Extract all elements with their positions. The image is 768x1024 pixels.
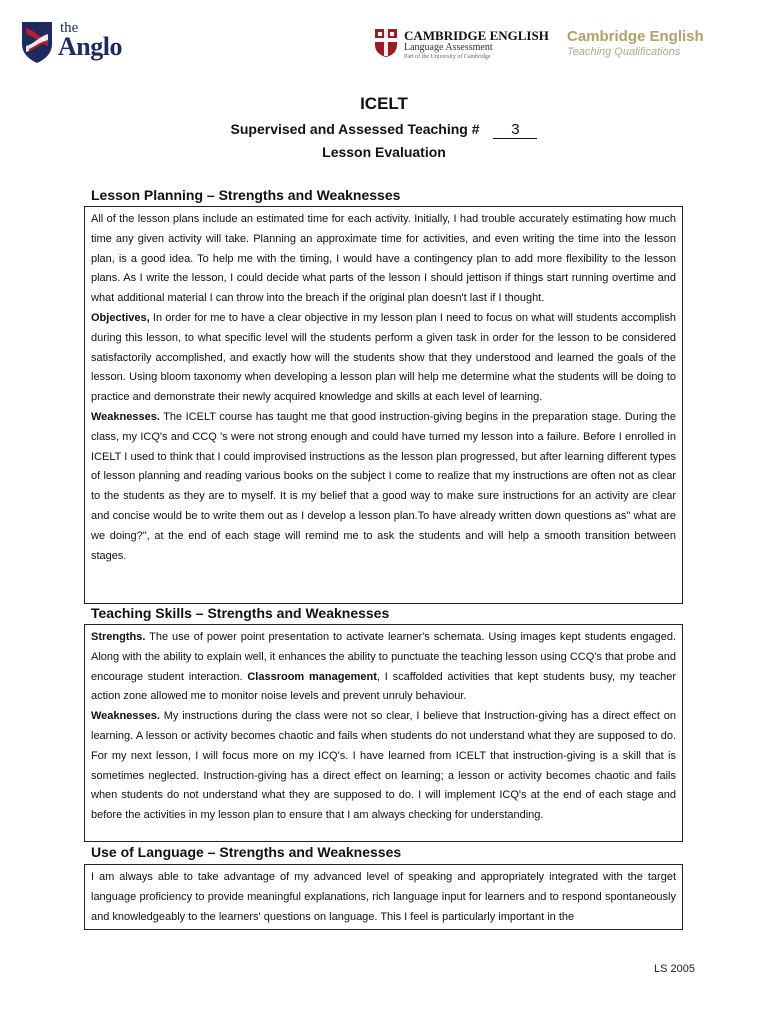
paragraph-text: The ICELT course has taught me that good instruction-giving begins in the preparation stage. During the class, my ICQ's and CCQ 's were not strong enough and could have turned my lesson into a failure. Before I enrolled in ICELT I used to think that I could improvised instructions as the lesson plan progressed, but after learning different types of lesson planning and reading various books on the subject I come to realize that my instructions are often not as clear to the students as they are to myself. It is my belief that a good way to make sure instructions for an activity are clear and concise would be to write them out as I develop a lesson plan.To have already written down questions as" what are we doing?", at the end of each stage will remind me to ask the students and will help a smooth transition between stages. <box>91 410 676 562</box>
section-paragraph <box>91 628 676 707</box>
anglo-logo-the: the <box>60 20 79 36</box>
document-subtitle-evaluation: Lesson Evaluation <box>322 144 446 160</box>
footer-code: LS 2005 <box>654 963 695 975</box>
cambridge-assessment-tagline: Part of the University of Cambridge <box>404 54 491 60</box>
cambridge-assessment-logo <box>374 28 554 64</box>
cambridge-assessment-title: CAMBRIDGE ENGLISH <box>404 28 549 43</box>
cambridge-assessment-subtitle: Language Assessment <box>404 42 493 53</box>
document-title: ICELT <box>360 94 408 113</box>
page-header <box>0 0 768 80</box>
section-heading-teaching-skills: Teaching Skills – Strengths and Weaknesses <box>91 605 390 621</box>
paragraph-text: I am always able to take advantage of my advanced level of speaking and appropriately integrated with the target language proficiency to provide meaningful explanations, rich language input for learners and to respond spontaneously and knowledgeably to the learners' questions on language. This I feel is particularly important in the <box>91 871 676 923</box>
section-paragraph <box>91 707 676 826</box>
paragraph-lead: Weaknesses. <box>91 710 160 723</box>
document-subtitle <box>0 121 768 139</box>
paragraph-text: The use of power point presentation to activate learner's schemata. Using images kept students engaged. Along with the ability to explain well, it enhances the ability to punctuate the teaching lesson using CCQ's that probe and encourage student interaction. <box>91 631 677 683</box>
section-paragraph <box>91 210 676 309</box>
paragraph-lead: Strengths. <box>91 631 146 643</box>
section-paragraph <box>91 408 676 566</box>
paragraph-lead-secondary: Classroom management <box>247 670 377 683</box>
teaching-qualifications-logo <box>567 28 707 64</box>
paragraph-text: My instructions during the class were not so clear, I believe that Instruction-giving has a direct effect on learning. A lesson or activity becomes chaotic and fails when students do not understand what they are supposed to do. For my next lesson, I will focus more on my ICQ's. I have learned from ICELT that instruction-giving is a skill that is sometimes neglected. Instruction-giving has a direct effect on learning; a lesson or activity becomes chaotic and fails when students do not understand what they are supposed to do. I will implement ICQ's at the end of each stage and before the activities in my lesson plan to ensure that I am always checking for understanding. <box>91 710 676 822</box>
teaching-qualifications-title: Cambridge English <box>567 28 704 45</box>
paragraph-text: All of the lesson plans include an estimated time for each activity. Initially, I had trouble accurately estimating how much time any given activity will take. Planning an approximate time for activities, and even writing the time into the lesson plan, is a good idea. To help me with the timing, I would have a contingency plan to add more flexibility to the lesson plans. As I write the lesson, I could decide what parts of the lesson I should jettison if things start running overtime and what additional material I can throw into the breach if the original plan doesn't last if I thought. <box>91 213 676 305</box>
paragraph-text-secondary: , I scaffolded activities that kept students busy, my teacher action zone allowed me to monitor noise levels and prevent unruly behaviour. <box>91 670 677 703</box>
paragraph-text: In order for me to have a clear objective in my lesson plan I need to focus on what will students accomplish during this lesson, to what specific level will the students perform a given task in order for the lesson to be considered satisfactorily accomplished, and exactly how will the students show that they understood and learned the goals of the lesson. Using bloom taxonomy when developing a lesson plan will help me determine what the students will be doing to practice and demonstrate their newly acquired knowledge and skills at each level of learning. <box>91 311 676 404</box>
section-heading-lesson-planning: Lesson Planning – Strengths and Weaknesses <box>91 187 401 203</box>
section-heading-use-of-language: Use of Language – Strengths and Weaknesses <box>91 844 402 860</box>
anglo-shield-icon <box>20 20 54 64</box>
section-paragraph <box>91 868 676 927</box>
teaching-qualifications-subtitle: Teaching Qualifications <box>567 46 681 58</box>
section-paragraph <box>91 309 676 408</box>
section-box-lesson-planning <box>84 206 683 604</box>
anglo-logo-name: Anglo <box>58 32 122 61</box>
document-subtitle-text: Supervised and Assessed Teaching # <box>230 121 480 137</box>
anglo-logo <box>20 20 135 68</box>
section-box-teaching-skills <box>84 624 683 842</box>
document-number: 3 <box>493 121 537 139</box>
paragraph-lead: Weaknesses. <box>91 410 160 423</box>
cambridge-crest-icon <box>374 28 398 58</box>
paragraph-lead: Objectives, <box>91 311 150 324</box>
section-box-use-of-language <box>84 864 683 930</box>
